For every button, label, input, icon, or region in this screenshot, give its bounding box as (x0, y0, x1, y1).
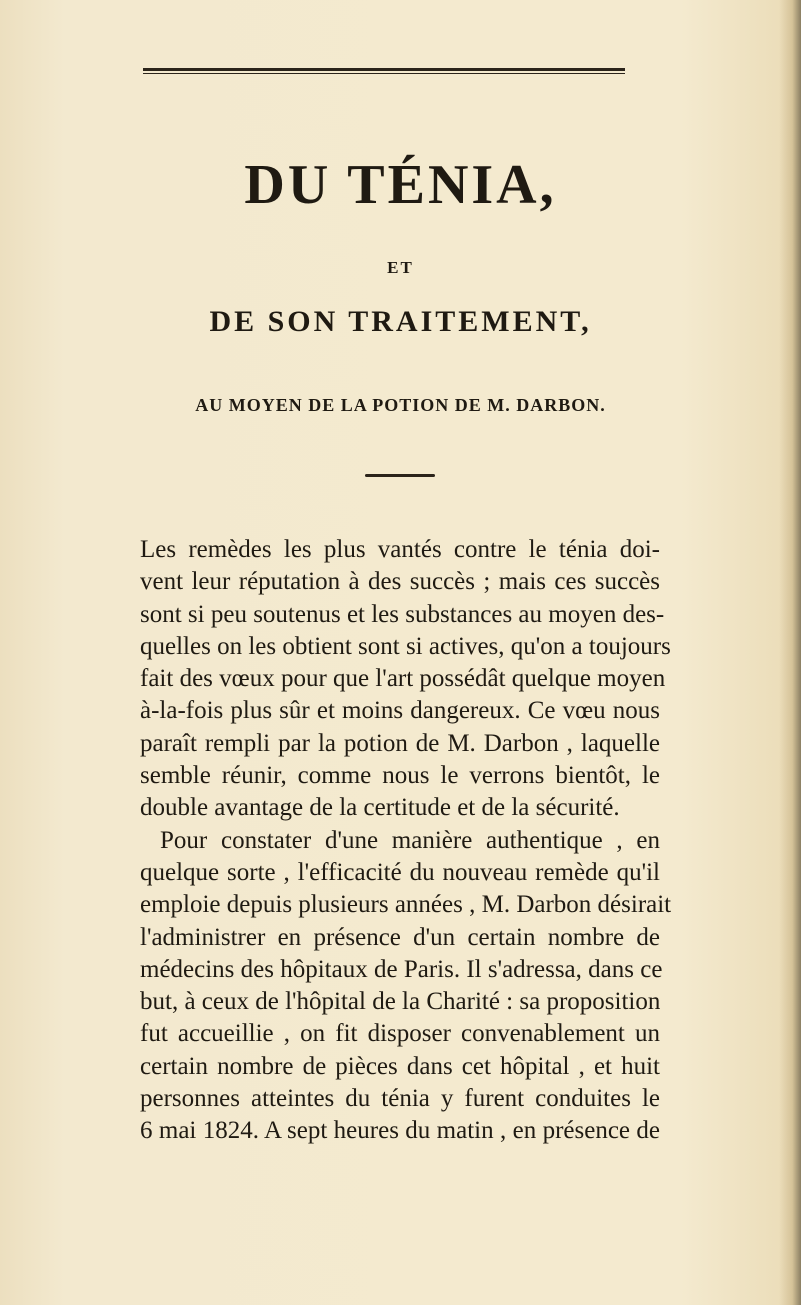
top-double-rule (143, 68, 625, 74)
text-line: paraît rempli par la potion de M. Darbon , laquelle (140, 729, 660, 757)
text-line: sont si peu soutenus et les substances au moyen des- (140, 600, 665, 628)
text-line: but, à ceux de l'hôpital de la Charité : sa proposition (140, 988, 661, 1016)
text-line: quelque sorte , l'efficacité du nouveau remède qu'il (140, 858, 660, 886)
text-line: vent leur réputation à des succès ; mais ces succès (140, 568, 660, 596)
title-conjunction: ET (387, 258, 414, 277)
text-line: fut accueillie , on fit disposer convenablement un (140, 1020, 660, 1048)
text-line: double avantage de la certitude et de la sécurité. (140, 794, 620, 822)
body-text (140, 534, 672, 1148)
text-line: l'administrer en présence d'un certain nombre de (140, 923, 660, 951)
text-line: Pour constater d'une manière authentique , en (160, 826, 660, 854)
text-line: à-la-fois plus sûr et moins dangereux. Ce vœu nous (140, 697, 660, 725)
text-line: médecins des hôpitaux de Paris. Il s'adressa, dans ce (140, 955, 663, 983)
text-line: emploie depuis plusieurs années , M. Darbon désirait (140, 891, 672, 919)
subtitle-secondary: AU MOYEN DE LA POTION DE M. DARBON. (195, 395, 606, 415)
text-line: quelles on les obtient sont si actives, qu'on a toujours (140, 632, 671, 660)
text-line: certain nombre de pièces dans cet hôpital , et huit (140, 1052, 660, 1080)
text-line: Les remèdes les plus vantés contre le ténia doi- (140, 536, 660, 563)
text-line: personnes atteintes du ténia y furent conduites le (140, 1085, 660, 1113)
section-divider (365, 474, 435, 477)
page-title: DU TÉNIA, (244, 154, 557, 216)
text-line: 6 mai 1824. A sept heures du matin , en présence de (140, 1117, 660, 1145)
text-line: fait des vœux pour que l'art possédât quelque moyen (140, 665, 666, 693)
text-line: semble réunir, comme nous le verrons bientôt, le (140, 762, 660, 790)
subtitle: DE SON TRAITEMENT, (209, 305, 592, 338)
